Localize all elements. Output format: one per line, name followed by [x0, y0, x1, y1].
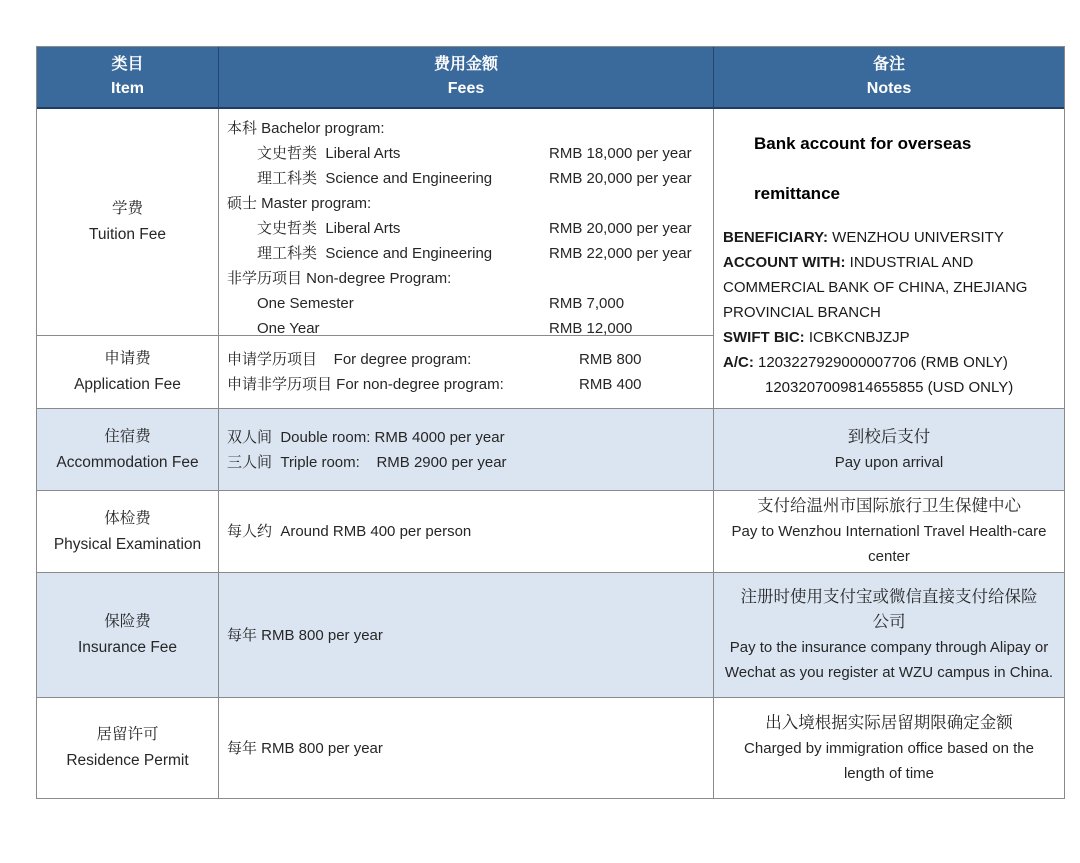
fee-line: [227, 241, 705, 266]
fee-price: RMB 20,000 per year: [549, 220, 692, 237]
tuition-fee-cell: [219, 109, 714, 336]
fee-label: 硕士 Master program:: [227, 195, 372, 212]
bank-note-cell: [714, 109, 1064, 409]
fee-line: [227, 372, 705, 397]
bank-line: [723, 250, 1055, 325]
fee-line: [227, 623, 705, 648]
fee-line: [227, 450, 705, 475]
bank-line-value: 1203207009814655855 (USD ONLY): [765, 379, 1014, 396]
fee-line: [227, 425, 705, 450]
residence-item-en: Residence Permit: [66, 752, 189, 769]
fee-line: [227, 266, 705, 291]
bank-line-value: 1203227929000007706 (RMB ONLY): [753, 354, 1008, 371]
header-fees-en: Fees: [447, 80, 485, 97]
residence-note-cell: [714, 698, 1064, 798]
physical-note-zh: 支付给温州市国际旅行卫生保健中心: [757, 497, 1021, 515]
residence-item-cell: [37, 698, 219, 798]
header-cell-notes: [714, 47, 1064, 109]
fee-label: 本科 Bachelor program:: [227, 120, 385, 137]
insurance-item-zh: 保险费: [104, 613, 151, 630]
fee-line: [227, 141, 705, 166]
fee-price: RMB 12,000: [549, 320, 633, 336]
fee-price: RMB 800: [579, 351, 642, 368]
fees-table: [36, 46, 1065, 799]
accommodation-item-en: Accommodation Fee: [56, 453, 199, 471]
tuition-item-cell: [37, 109, 219, 336]
insurance-note-en: Pay to the insurance company through Alipay or Wechat as you register at WZU campus in China.: [724, 639, 1054, 681]
physical-item-zh: 体检费: [104, 509, 151, 527]
fee-price: RMB 7,000: [549, 295, 625, 312]
application-item-zh: 申请费: [104, 350, 151, 367]
fee-label: One Semester: [257, 295, 354, 312]
accommodation-item-cell: [37, 409, 219, 491]
fee-line: [227, 291, 705, 316]
fee-line: [227, 519, 705, 544]
header-item-zh: 类目: [111, 56, 144, 73]
fee-label: 申请学历项目 For degree program:: [227, 351, 472, 368]
accommodation-note-en: Pay upon arrival: [834, 453, 944, 471]
fee-label: One Year: [257, 320, 320, 336]
accommodation-note-zh: 到校后支付: [847, 427, 931, 446]
bank-line-label: BENEFICIARY:: [723, 229, 828, 246]
bank-line-value: INDUSTRIAL AND COMMERCIAL BANK OF CHINA, ZHEJIANG PROVINCIAL BRANCH: [723, 254, 1028, 321]
bank-line-value: WENZHOU UNIVERSITY: [828, 229, 1004, 246]
insurance-item-cell: [37, 573, 219, 698]
fee-label: 非学历项目 Non-degree Program:: [227, 270, 452, 287]
bank-line-value: ICBKCNBJZJP: [804, 329, 910, 346]
fee-price: RMB 400: [579, 376, 642, 393]
header-notes-en: Notes: [866, 80, 912, 97]
bank-line-label: A/C:: [723, 354, 754, 371]
application-item-cell: [37, 336, 219, 409]
bank-line: [723, 375, 1055, 400]
fee-price: RMB 20,000 per year: [549, 170, 692, 187]
bank-line: [723, 325, 1055, 350]
fee-price: RMB 22,000 per year: [549, 245, 692, 262]
residence-note-zh: 出入境根据实际居留期限确定金额: [765, 713, 1013, 732]
physical-note-en: Pay to Wenzhou Internationl Travel Health-care center: [731, 523, 1047, 565]
header-cell-fees: [219, 47, 714, 109]
application-item-en: Application Fee: [74, 376, 181, 393]
accommodation-note-cell: [714, 409, 1064, 491]
fee-line: [227, 216, 705, 241]
header-notes-zh: 备注: [872, 56, 905, 73]
residence-item-zh: 居留许可: [96, 726, 159, 743]
fee-line: [227, 191, 705, 216]
fee-label: 申请非学历项目 For non-degree program:: [227, 376, 504, 393]
tuition-item-zh: 学费: [111, 200, 143, 217]
bank-line: [723, 225, 1055, 250]
physical-item-en: Physical Examination: [53, 535, 202, 553]
physical-fee-cell: [219, 491, 714, 573]
accommodation-fee-cell: [219, 409, 714, 491]
fee-label: 文史哲类 Liberal Arts: [257, 145, 401, 162]
insurance-note-zh: 注册时使用支付宝或微信直接支付给保险公司: [740, 588, 1038, 631]
fee-price: RMB 18,000 per year: [549, 145, 692, 162]
insurance-item-en: Insurance Fee: [77, 639, 178, 656]
bank-line: [723, 350, 1055, 375]
application-fee-cell: [219, 336, 714, 409]
residence-note-en: Charged by immigration office based on the length of time: [744, 739, 1034, 782]
fee-label: 每人约 Around RMB 400 per person: [227, 523, 472, 540]
bank-line-label: SWIFT BIC:: [723, 329, 805, 346]
header-fees-zh: 费用金额: [433, 56, 498, 73]
fee-line: [227, 116, 705, 141]
fee-line: [227, 736, 705, 761]
fee-label: 每年 RMB 800 per year: [227, 626, 383, 644]
physical-item-cell: [37, 491, 219, 573]
fee-label: 文史哲类 Liberal Arts: [257, 220, 401, 237]
fee-label: 每年 RMB 800 per year: [227, 739, 383, 757]
residence-fee-cell: [219, 698, 714, 798]
insurance-note-cell: [714, 573, 1064, 698]
fee-line: [227, 166, 705, 191]
physical-note-cell: [714, 491, 1064, 573]
header-item-en: Item: [111, 80, 144, 97]
tuition-item-en: Tuition Fee: [89, 226, 166, 243]
fee-label: 理工科类 Science and Engineering: [257, 245, 493, 262]
fee-label: 双人间 Double room: RMB 4000 per year: [227, 428, 505, 446]
bank-note-title: Bank account for overseas remittance: [754, 134, 972, 203]
fee-line: [227, 347, 705, 372]
fee-line: [227, 316, 705, 336]
fee-label: 理工科类 Science and Engineering: [257, 170, 493, 187]
insurance-fee-cell: [219, 573, 714, 698]
header-cell-item: [37, 47, 219, 109]
accommodation-item-zh: 住宿费: [104, 427, 151, 445]
bank-line-label: ACCOUNT WITH:: [723, 254, 846, 271]
fee-label: 三人间 Triple room: RMB 2900 per year: [227, 453, 507, 471]
